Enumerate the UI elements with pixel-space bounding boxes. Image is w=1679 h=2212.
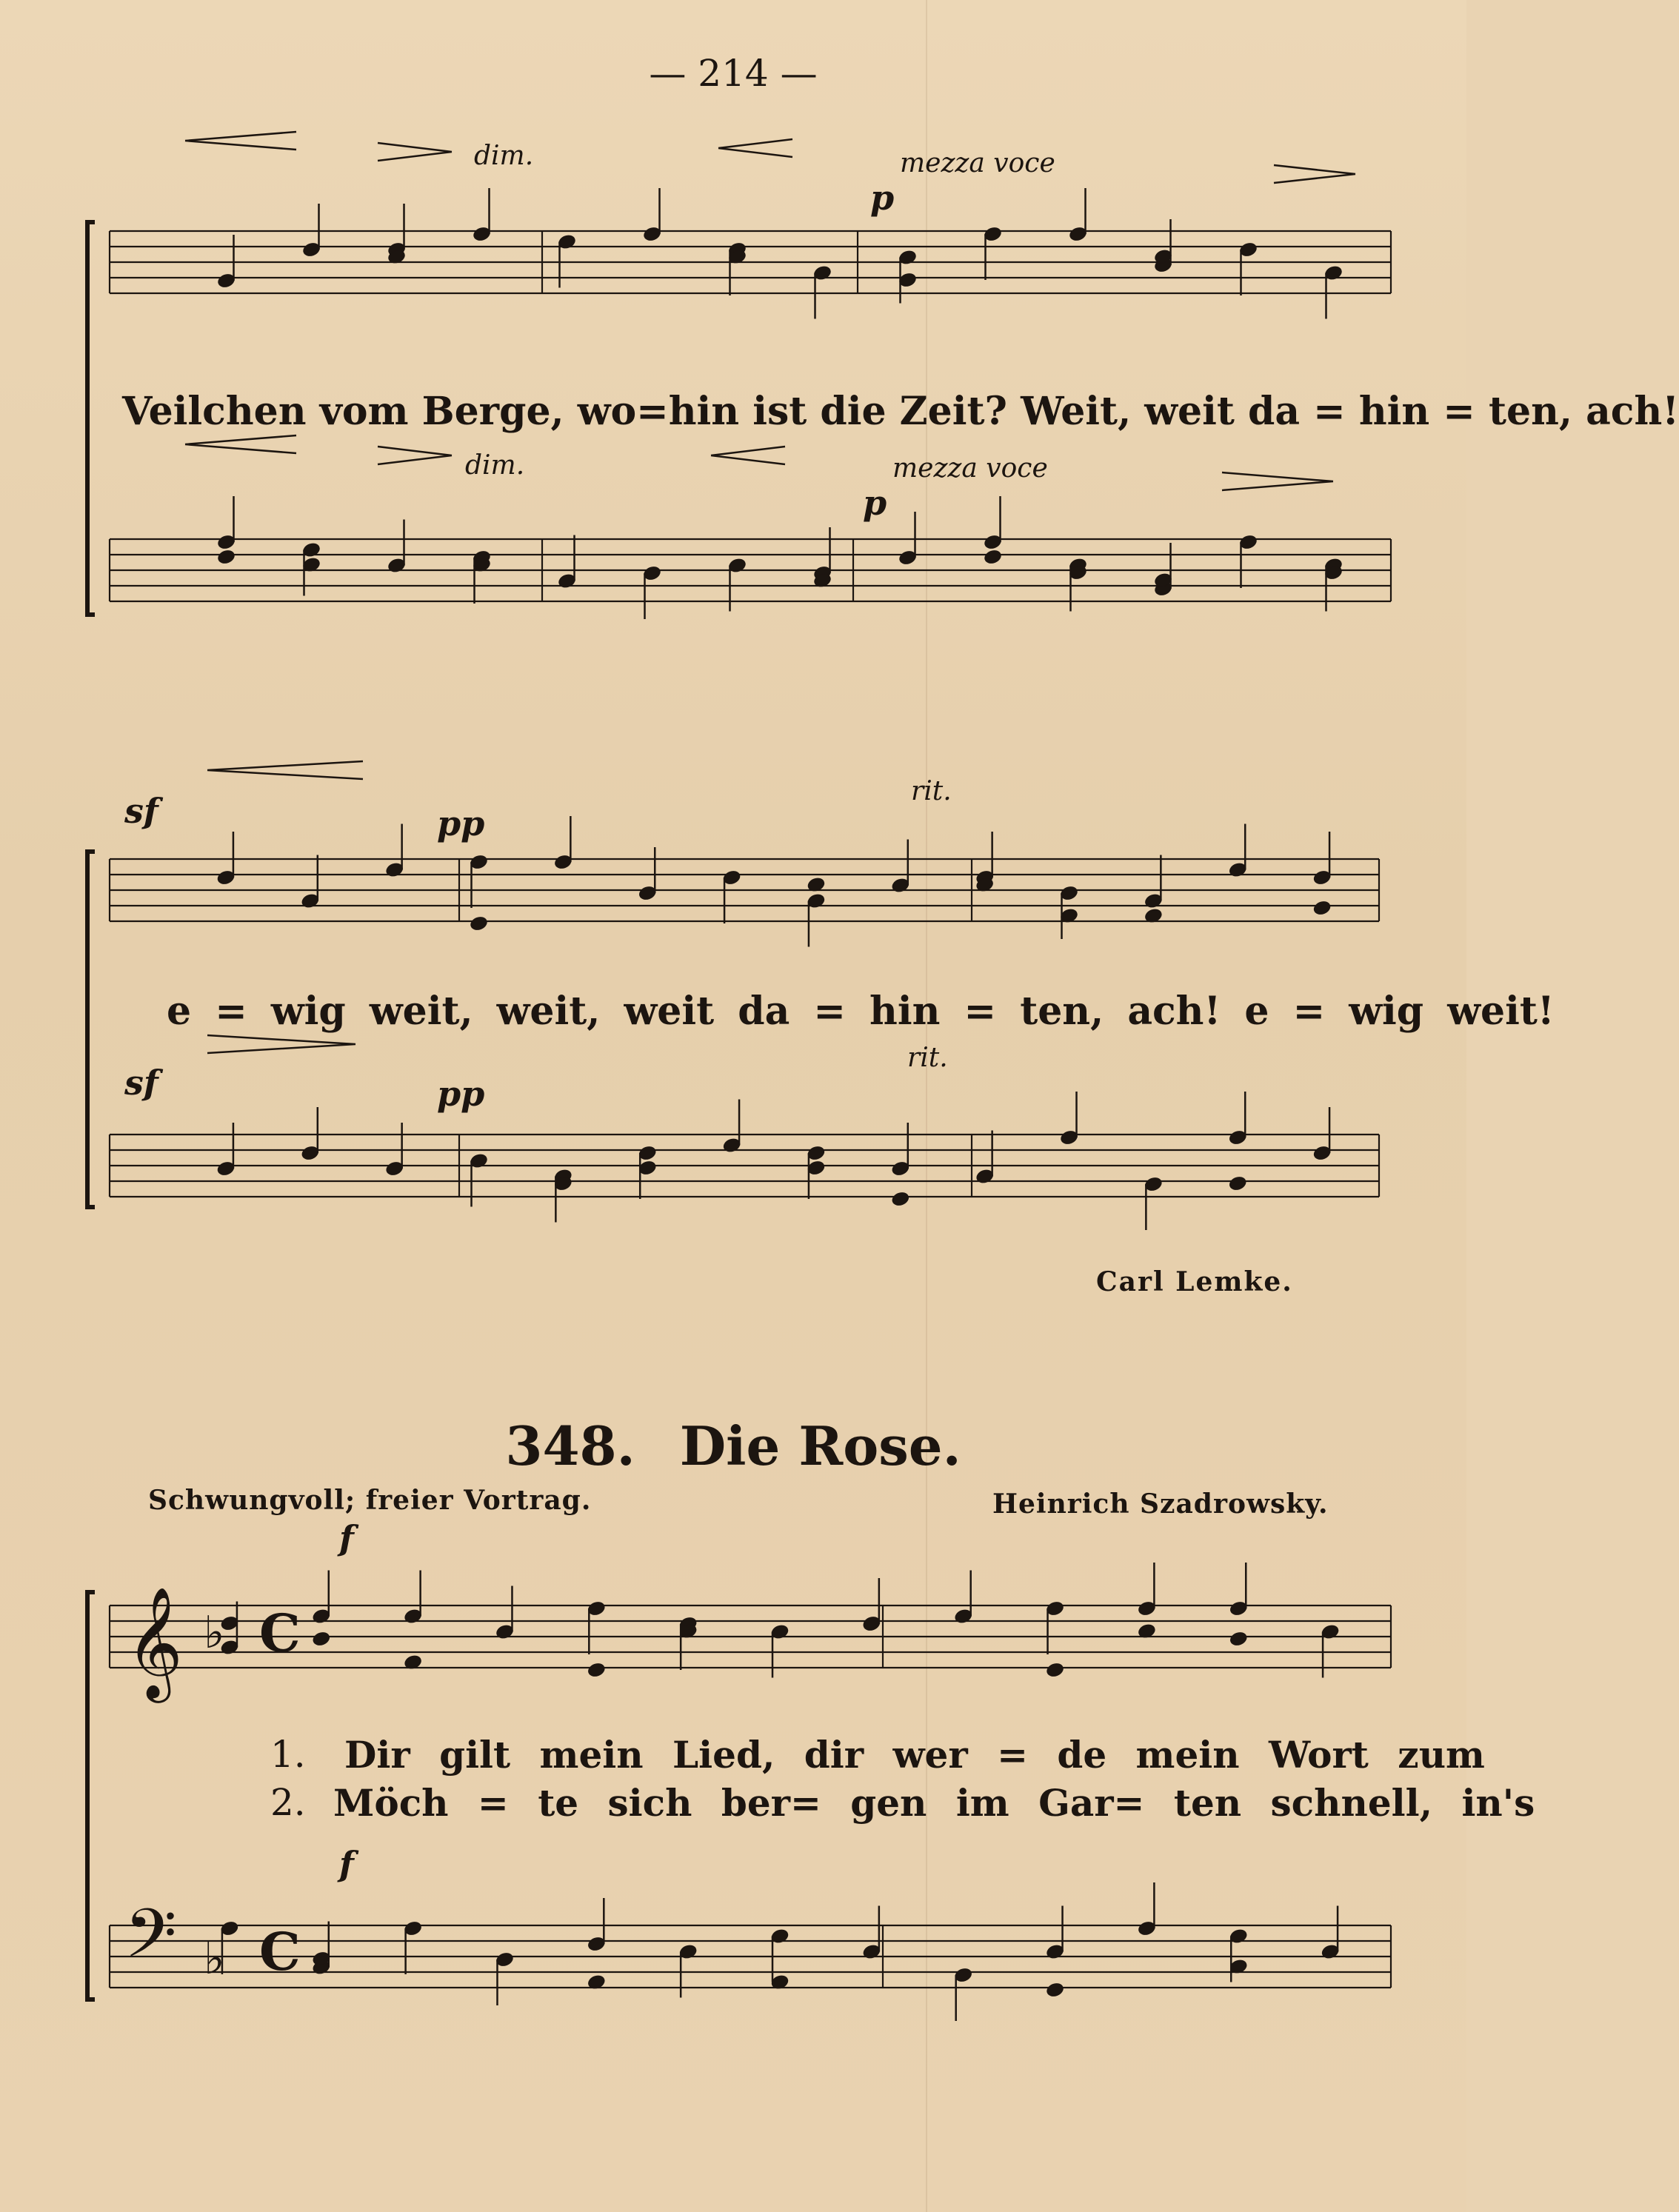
hairpin-mark (378, 143, 452, 161)
note-head (1229, 1631, 1248, 1648)
note-head (312, 1631, 331, 1648)
note-head (983, 549, 1002, 566)
page-number: — 214 — (649, 52, 818, 95)
dynamic-p-lower: p (863, 483, 887, 523)
common-time-icon: C (259, 1603, 301, 1664)
dynamic-pp-upper: pp (437, 803, 485, 843)
dynamic-pp-lower: pp (437, 1074, 485, 1114)
system-bracket (87, 1592, 95, 1999)
dynamic-rit-lower: rit. (907, 1043, 948, 1073)
composer-carl-lemke: Carl Lemke. (1096, 1266, 1293, 1297)
flat-sign-icon: ♭ (204, 1933, 225, 1985)
dynamic-p-upper: p (870, 178, 895, 218)
tempo-marking: Schwungvoll; freier Vortrag. (148, 1485, 592, 1516)
dynamic-f-upper: f (339, 1518, 354, 1558)
dynamic-mezza-voce-lower: mezza voce (892, 453, 1048, 484)
verse-1-number: 1. (270, 1733, 306, 1776)
hairpin-mark (185, 435, 296, 453)
hairpin-mark (1274, 165, 1355, 183)
flat-sign-icon: ♭ (204, 1607, 225, 1659)
note-head (1228, 1175, 1247, 1192)
verse-2-number: 2. (270, 1781, 306, 1824)
hairpin-mark (207, 761, 363, 779)
song-name: Die Rose. (679, 1414, 961, 1477)
lyrics-line-2: e = wig weit, weit, weit da = hin = ten, ach! e = wig weit! (167, 989, 1555, 1034)
bass-clef-icon: 𝄢 (124, 1894, 177, 1989)
song-number: 348. (505, 1414, 635, 1477)
note-head (469, 915, 488, 932)
note-head (1312, 900, 1332, 917)
dynamic-f-lower: f (339, 1844, 354, 1884)
verse-2-lyrics: Möch = te sich ber= gen im Gar= ten schnell, in's (333, 1781, 1535, 1825)
lyrics-line-1: Veilchen vom Berge, wo=hin ist die Zeit? Weit, weit da = hin = ten, ach! (122, 389, 1679, 434)
song-composer: Heinrich Szadrowsky. (992, 1488, 1329, 1520)
hairpin-mark (1222, 472, 1333, 490)
dynamic-sf-upper: sf (124, 791, 158, 831)
hairpin-mark (711, 447, 785, 464)
hairpin-mark (185, 132, 296, 150)
treble-clef-icon: 𝄞 (126, 1586, 183, 1698)
dynamic-rit-upper: rit. (911, 776, 952, 806)
dynamic-sf-lower: sf (124, 1063, 158, 1103)
dynamic-dim-upper: dim. (474, 141, 534, 171)
note-head (1045, 1982, 1064, 1999)
dynamic-mezza-voce-upper: mezza voce (900, 148, 1055, 178)
note-head (587, 1662, 606, 1679)
hairpin-mark (378, 447, 452, 464)
system-bracket (87, 222, 95, 615)
hairpin-mark (718, 139, 792, 157)
hairpin-mark (207, 1035, 356, 1053)
note-head (891, 1191, 910, 1208)
note-head (1045, 1662, 1064, 1679)
verse-1-lyrics: Dir gilt mein Lied, dir wer = de mein Wort zum (344, 1733, 1485, 1777)
system-bracket (87, 852, 95, 1207)
note-head (216, 549, 236, 566)
dynamic-dim-lower: dim. (465, 450, 525, 481)
common-time-icon: C (259, 1921, 301, 1982)
